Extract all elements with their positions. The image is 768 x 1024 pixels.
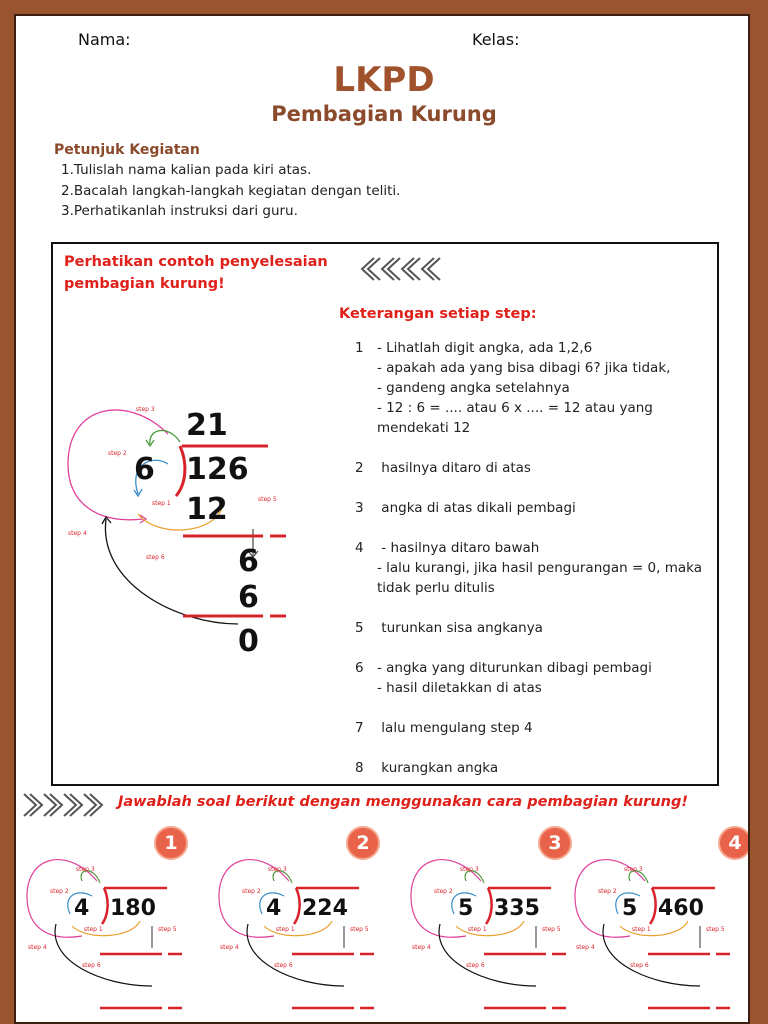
divisor: 6 — [134, 452, 155, 487]
step-2-label: step 2 — [598, 888, 617, 895]
step-3-label: step 3 — [76, 866, 95, 873]
instruction-item: 3.Perhatikanlah instruksi dari guru. — [61, 203, 298, 219]
remainder-down: 6 — [238, 544, 259, 579]
step-5-label: step 5 — [158, 926, 177, 933]
instructions-list — [61, 162, 400, 224]
step-5-label: step 5 — [706, 926, 725, 933]
step-4-label: step 4 — [412, 944, 431, 951]
instructions-heading: Petunjuk Kegiatan — [54, 142, 200, 158]
step-5-label: step 5 — [542, 926, 561, 933]
chevron-right-icon — [20, 790, 110, 820]
chevron-left-icon — [358, 254, 448, 284]
step-4: 4 - hasilnya ditaro bawah - lalu kurangi, jika hasil pengurangan = 0, maka tidak perlu ditulis — [355, 540, 703, 596]
step-1-label: step 1 — [632, 926, 651, 933]
step-6: 6 - angka yang diturunkan dibagi pembagi - hasil diletakkan di atas — [355, 660, 652, 696]
problem-annotation-arrows — [22, 826, 202, 1016]
step-1-label: step 1 — [152, 500, 171, 507]
divisor: 5 — [622, 896, 638, 921]
problem-2 — [214, 826, 394, 1016]
example-title: Perhatikan contoh penyelesaian pembagian kurung! — [64, 254, 328, 292]
dividend: 126 — [186, 452, 249, 487]
number-badge: 4 — [718, 826, 750, 860]
step-8: 8 kurangkan angka — [355, 760, 499, 776]
problem-3 — [406, 826, 586, 1016]
page-subtitle: Pembagian Kurung — [271, 102, 497, 126]
step-3-label: step 3 — [136, 406, 155, 413]
dividend: 224 — [302, 896, 348, 921]
step-7: 7 lalu mengulang step 4 — [355, 720, 533, 736]
number-badge: 3 — [538, 826, 572, 860]
step-6-label: step 6 — [82, 962, 101, 969]
step-6-label: step 6 — [466, 962, 485, 969]
step-1: 1 - Lihatlah digit angka, ada 1,2,6 - apakah ada yang bisa dibagi 6? jika tidak, - gandeng angka setelahnya - 12 : 6 = .... atau 6 x .... = 12 atau yang mendekati 12 — [355, 340, 671, 436]
step-3-label: step 3 — [268, 866, 287, 873]
divisor: 5 — [458, 896, 474, 921]
step-2-label: step 2 — [108, 450, 127, 457]
step-3-label: step 3 — [460, 866, 479, 873]
step-3: 3 angka di atas dikali pembagi — [355, 500, 576, 516]
divisor: 4 — [74, 896, 90, 921]
step-1-label: step 1 — [276, 926, 295, 933]
step-5-label: step 5 — [258, 496, 277, 503]
step-4-label: step 4 — [68, 530, 87, 537]
step-1-label: step 1 — [468, 926, 487, 933]
problem-1 — [22, 826, 202, 1016]
example-box — [51, 242, 719, 786]
notes-heading: Keterangan setiap step: — [339, 306, 537, 322]
instruction-item: 2.Bacalah langkah-langkah kegiatan dengan teliti. — [61, 182, 401, 199]
step-6-label: step 6 — [274, 962, 293, 969]
step-6-label: step 6 — [630, 962, 649, 969]
step-5-label: step 5 — [350, 926, 369, 933]
dividend: 180 — [110, 896, 156, 921]
step-2-label: step 2 — [242, 888, 261, 895]
step-4-label: step 4 — [28, 944, 47, 951]
instruction-item: 1.Tulislah nama kalian pada kiri atas. — [61, 162, 312, 178]
number-badge: 2 — [346, 826, 380, 860]
problem-annotation-arrows — [406, 826, 586, 1016]
dividend: 335 — [494, 896, 540, 921]
problem-4 — [570, 826, 750, 1016]
problem-annotation-arrows — [570, 826, 750, 1016]
dividend: 460 — [658, 896, 704, 921]
step-2-label: step 2 — [50, 888, 69, 895]
division-annotation-arrows — [58, 384, 308, 674]
final-remainder: 0 — [238, 624, 259, 659]
step-4-label: step 4 — [220, 944, 239, 951]
step-3-label: step 3 — [624, 866, 643, 873]
divisor: 4 — [266, 896, 282, 921]
step-1-label: step 1 — [84, 926, 103, 933]
step-2-label: step 2 — [434, 888, 453, 895]
product-2: 6 — [238, 580, 259, 615]
problem-annotation-arrows — [214, 826, 394, 1016]
step-4-label: step 4 — [576, 944, 595, 951]
task-instruction: Jawablah soal berikut dengan menggunakan cara pembagian kurung! — [118, 794, 688, 810]
number-badge: 1 — [154, 826, 188, 860]
quotient: 21 — [186, 408, 228, 443]
kelas-label: Kelas: — [472, 30, 520, 49]
nama-label: Nama: — [78, 30, 131, 49]
step-6-label: step 6 — [146, 554, 165, 561]
page-title: LKPD — [333, 60, 435, 100]
step-2: 2 hasilnya ditaro di atas — [355, 460, 531, 476]
step-5: 5 turunkan sisa angkanya — [355, 620, 543, 636]
product-1: 12 — [186, 492, 228, 527]
worked-example-diagram — [58, 384, 308, 674]
worksheet-page — [14, 14, 750, 1024]
